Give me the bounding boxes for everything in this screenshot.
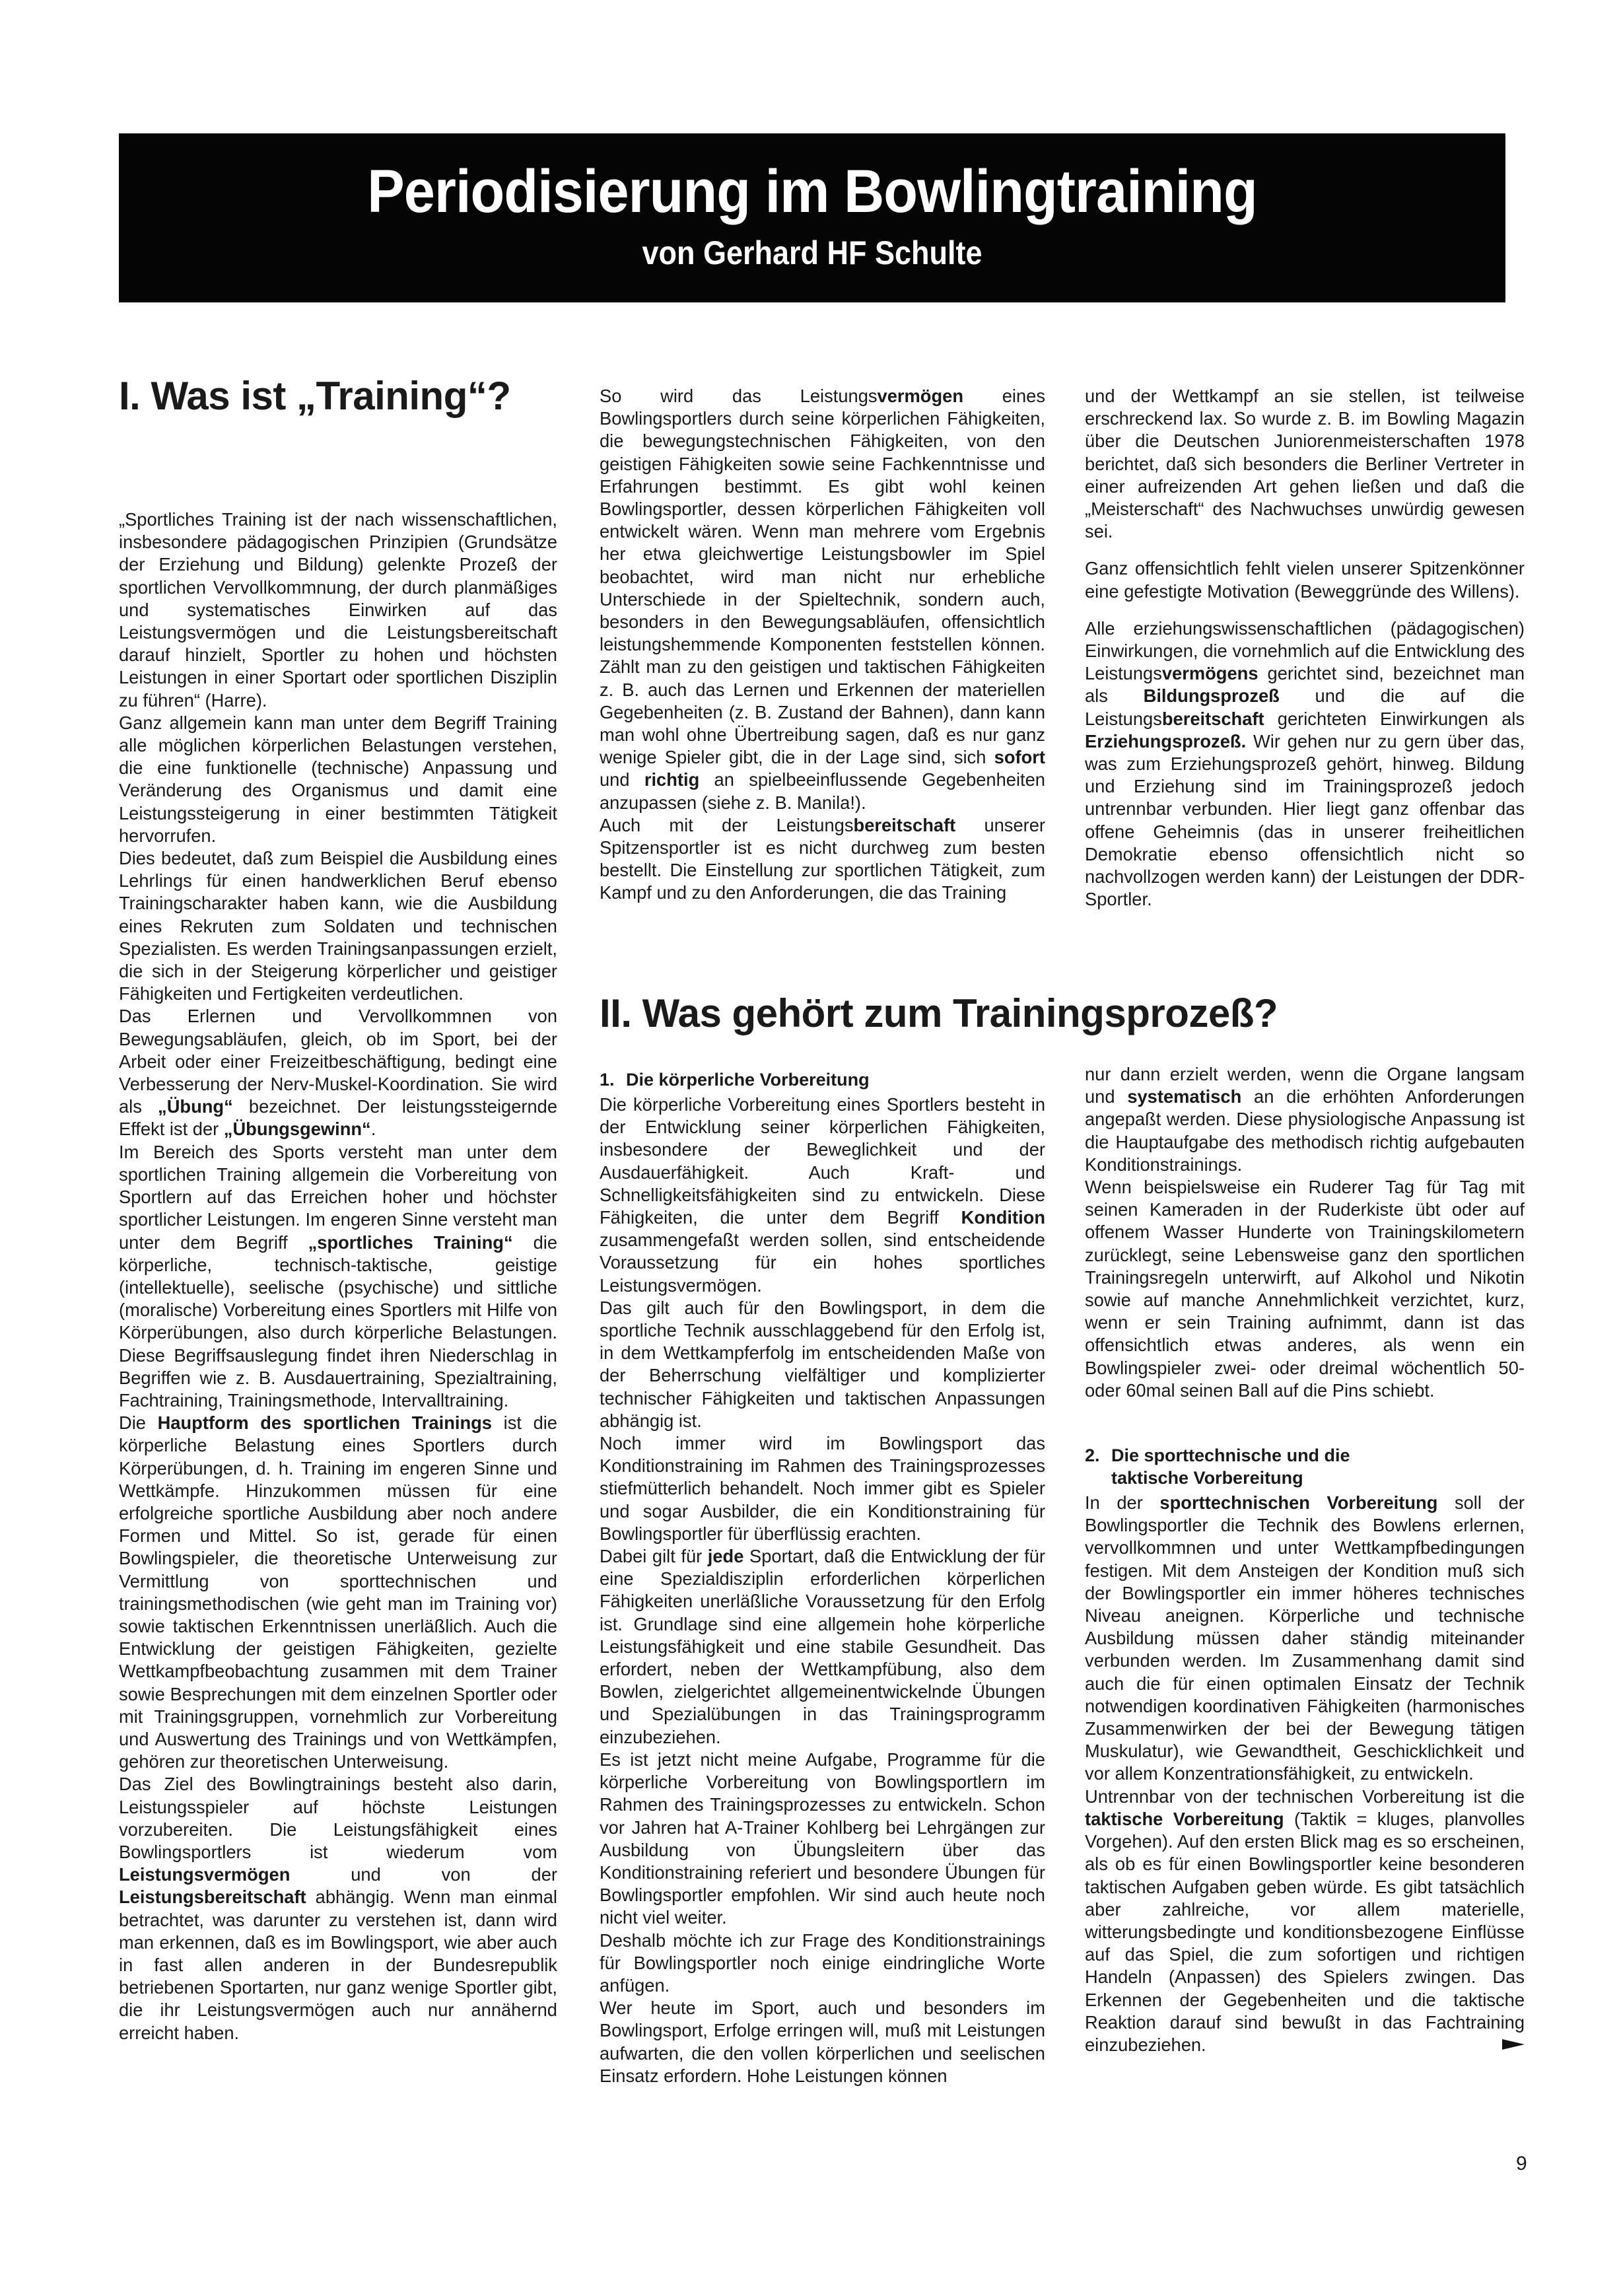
text: Dabei gilt für: [600, 1546, 708, 1567]
paragraph: Wenn beispielsweise ein Ruderer Tag für Tag mit seinen Kameraden in der Ruderkiste übt oder auf offenem Wasser Hunderte von Trainingskilometern zurücklegt, seine Lebensweise ganz den sportlichen Trainingsregeln unterwirft, auf Alkohol und Nikotin sowie auf manche Annehmlichkeit verzichtet, kurz, wenn er sein Training aufnimmt, dann ist das offensichtlich etwas anderes, als wenn ein Bowlingspieler zwei- oder dreimal wöchentlich 50- oder 60mal seinen Ball auf die Pins schiebt.: [1085, 1177, 1525, 1401]
bold-term: Erziehungsprozeß.: [1085, 730, 1247, 751]
text: zusammengefaßt werden sollen, sind entscheidende Voraussetzung für ein hohes sportliches Leistungsvermögen.: [600, 1230, 1045, 1296]
text: Alle erziehungswissenschaftlichen (pädagogischen) Einwirkungen, die vornehmlich auf die Entwicklung des Leistungs: [1085, 617, 1525, 684]
bold-term: vermögens: [1161, 663, 1259, 684]
text: Wir gehen nur zu gern über das, was zum Erziehungsprozeß gehört, hinweg. Bildung und Erziehung sind im Trainingsprozeß jedoch untrennbar verbunden. Hier liegt ganz offenbar das offene Geheimnis (das in unserer freiheitlichen Demokratie ebenso offensichtlich nicht so nachvollzogen werden kann) der Leistungen der DDR-Sportler.: [1085, 730, 1525, 910]
text: gerichtet sind, bezeichnet man als: [1085, 663, 1525, 707]
subsection-title: [1111, 1444, 1350, 1489]
section-2-column-2: [600, 1068, 1045, 2087]
subsection-title-line-2: taktische Vorbereitung: [1111, 1468, 1303, 1488]
paragraph: [119, 1005, 557, 1140]
subsection-1-heading: [600, 1068, 1045, 1091]
text: In der: [1085, 1492, 1160, 1513]
paragraph: Ganz allgemein kann man unter dem Begriff Training alle möglichen körperlichen Belastungen verstehen, die eine funktionelle (technische) Anpassung und Veränderung des Organismus und damit eine Leistungssteigerung in einer bestimmten Tätigkeit hervorrufen.: [119, 712, 557, 846]
section-1-column-1: [119, 508, 557, 2044]
paragraph: [600, 1094, 1045, 1297]
paragraph: Ganz offensichtlich fehlt vielen unserer Spitzenkönner eine gefestigte Motivation (Beweggründe des Willens).: [1085, 558, 1525, 602]
article-title: Periodisierung im Bowlingtraining: [367, 158, 1257, 225]
subsection-title: Die körperliche Vorbereitung: [626, 1070, 870, 1090]
bold-term: sporttechnischen Vorbereitung: [1159, 1492, 1438, 1513]
bold-term: bereitschaft: [853, 814, 956, 835]
paragraph: [1085, 1492, 1525, 1786]
text: .: [370, 1119, 376, 1140]
text: soll der Bowlingsportler die Technik des Bowlens erlernen, vervollkommnen und unter Wettkampfbedingungen festigen. Mit dem Ansteigen der Kondition muß sich der Bowlingsportler ein immer höheres technisches Niveau aneignen. Körperliche und technische Ausbildung müssen daher ständig miteinander verbunden werden. Im Zusammenhang damit sind auch die für einen optimalen Einsatz der Technik notwendigen koordinativen Fähigkeiten (harmonisches Zusammenwirken der bei der Bewegung tätigen Muskulatur), wie Gewandtheit, Geschicklichkeit und vor allem Konzentrationsfähigkeit, zu entwickeln.: [1085, 1492, 1525, 1784]
paragraph: [119, 1773, 557, 2044]
section-1-column-3: [1085, 385, 1525, 911]
bold-term: taktische Vorbereitung: [1085, 1808, 1284, 1829]
text: unserer Spitzensportler ist es nicht durchweg zum besten bestellt. Die Einstellung zur sportlichen Tätigkeit, zum Kampf und zu den Anforderungen, die das Training: [600, 814, 1046, 903]
paragraph: [600, 1545, 1045, 1749]
article-author: von Gerhard HF Schulte: [642, 234, 983, 271]
paragraph: Es ist jetzt nicht meine Aufgabe, Programme für die körperliche Vorbereitung von Bowlingsportlern im Rahmen des Trainingsprozesses zu entwickeln. Schon vor Jahren hat A-Trainer Kohlberg bei Lehrgängen zur Ausbildung von Übungsleitern über das Konditionstraining referiert und besondere Übungen für Bowlingsportler empfohlen. Wir sind auch heute noch nicht viel weiter.: [600, 1749, 1045, 1928]
text: ist die körperliche Belastung eines Sportlers durch Körperübungen, d. h. Training im engeren Sinne und Wettkämpfe. Hinzukommen müssen für eine erfolgreiche sportliche Ausbildung aber noch andere Formen und Mittel. So ist, gerade für einen Bowlingspieler, die theoretische Unterweisung zur Vermittlung von sporttechnischen und trainingsmethodischen (wie geht man im Training vor) sowie taktischen Erkenntnissen unerläßlich. Auch die Entwicklung der geistigen Fähigkeiten, gezielte Wettkampfbeobachtung zusammen mit dem Trainer sowie Besprechungen mit dem einzelnen Sportler oder mit Trainingsgruppen, vornehmlich zur Vorbereitung und Auswertung des Trainings und von Wettkämpfen, gehören zur theoretischen Unterweisung.: [119, 1412, 557, 1772]
bold-term: jede: [707, 1546, 744, 1567]
subsection-number: 1.: [600, 1070, 615, 1090]
paragraph: [119, 1141, 557, 1412]
paragraph: [1085, 1786, 1525, 2056]
paragraph: [600, 385, 1045, 814]
text: an die erhöhten Anforderungen angepaßt werden. Diese physiologische Anpassung ist die Hauptaufgabe des methodisch richtig aufgebauten Konditionstrainings.: [1085, 1086, 1525, 1175]
text: und: [600, 769, 644, 790]
text: So wird das Leistungs: [600, 386, 878, 406]
text: an spielbeeinflussende Gegebenheiten anzupassen (siehe z. B. Manila!).: [600, 769, 1045, 813]
text: Im Bereich des Sports versteht man unter dem sportlichen Training allgemein die Vorbereitung von Sportlern auf das Erreichen hoher und höchster sportlicher Leistungen. Im engeren Sinne versteht man unter dem Begriff: [119, 1141, 557, 1253]
subsection-2-heading: [1085, 1444, 1525, 1489]
bold-term: vermögen: [877, 386, 963, 406]
bold-term: Leistungsbereitschaft: [119, 1887, 306, 1908]
bold-term: Hauptform des sportlichen Trainings: [157, 1412, 492, 1434]
text: nur dann erzielt werden, wenn die Organe langsam und: [1085, 1064, 1525, 1107]
paragraph: Deshalb möchte ich zur Frage des Konditionstrainings für Bowlingsportler noch einige eindringliche Worte anfügen.: [600, 1930, 1045, 1996]
paragraph: Das gilt auch für den Bowlingsport, in dem die sportliche Technik ausschlaggebend für den Erfolg ist, in dem Wettkampferfolg im entscheidenden Maße von der Beherrschung vielfältiger und komplizierter technischer Fähigkeiten und taktischen Anpassungen abhängig ist.: [600, 1297, 1045, 1431]
section-1-column-2: [600, 385, 1045, 905]
paragraph: „Sportliches Training ist der nach wissenschaftlichen, insbesondere pädagogischen Prinzipien (Grundsätze der Erziehung und Bildung) gelenkte Prozeß der sportlichen Vervollkommnung, der durch planmäßiges und systematisches Einwirken auf das Leistungsvermögen und die Leistungsbereitschaft darauf hinzielt, Sportler zu hohen und höchsten Leistungen in einer Sportart oder sportlichen Disziplin zu führen“ (Harre).: [119, 509, 557, 711]
text: gerichteten Einwirkungen als: [1264, 708, 1525, 729]
bold-term: „sportliches Training“: [308, 1232, 513, 1253]
bold-term: Bildungsprozeß: [1143, 685, 1280, 707]
text: Sportart, daß die Entwicklung der für eine Spezialdisziplin erforderlichen körperlichen Fähigkeiten unerläßliche Voraussetzung für den Erfolg ist. Grundlage sind eine allgemein hohe körperliche Leistungsfähigkeit und eine stabile Gesundheit. Das erfordert, neben der Wettkampfübung, also dem Bowlen, zielgerichtet allgemeinentwickelnde Übungen und Spezialübungen in das Trainingsprogramm einzubeziehen.: [600, 1546, 1045, 1747]
text: Untrennbar von der technischen Vorbereitung ist die: [1085, 1786, 1525, 1807]
text: eines Bowlingsportlers durch seine körperlichen Fähigkeiten, die bewegungstechnischen Fähigkeiten, von den geistigen Fähigkeiten sowie seine Fachkenntnisse und Erfahrungen bestimmt. Es gibt wohl keinen Bowlingsportler, dessen körperlichen Fähigkeiten voll entwickelt wären. Wenn man mehrere vom Ergebnis her etwa gleichwertige Leistungsbowler im Spiel beobachtet, wird man nicht nur erhebliche Unterschiede in der Spieltechnik, sondern auch, besonders in den Bewegungsabläufen, offensichtlich leistungshemmende Komponenten feststellen können. Zählt man zu den geistigen und taktischen Fähigkeiten z. B. auch das Lernen und Erkennen der materiellen Gegebenheiten (z. B. Zustand der Bahnen), dann kann man wohl ohne Übertreibung sagen, daß es nur ganz wenige Spieler gibt, die in der Lage sind, sich: [600, 386, 1045, 768]
bold-term: bereitschaft: [1161, 708, 1264, 729]
text: Die körperliche Vorbereitung eines Sportlers besteht in der Entwicklung seiner körperlichen Fähigkeiten, insbesondere der Beweglichkeit und der Ausdauerfähigkeit. Auch Kraft- und Schnelligkeitsfähigkeiten sind zu entwickeln. Diese Fähigkeiten, die unter dem Begriff: [600, 1094, 1045, 1228]
bold-term: richtig: [644, 769, 700, 790]
text: Das Erlernen und Vervollkommnen von Bewegungsabläufen, gleich, ob im Sport, bei der Arbeit oder einer Freizeitbeschäftigung, bedingt eine Verbesserung der Nerv-Muskel-Koordination. Sie wird als: [119, 1006, 557, 1117]
text: abhängig. Wenn man einmal betrachtet, was darunter zu verstehen ist, dann wird man erkennen, daß es im Bowlingsport, wie aber auch in fast allen anderen in der Bundesrepublik betriebenen Sportarten, nur ganz wenige Sportler gibt, die ihr Leistungsvermögen auch nur annähernd erreicht haben.: [119, 1887, 557, 2043]
section-1-heading: I. Was ist „Training“?: [119, 374, 511, 418]
bold-term: systematisch: [1127, 1086, 1242, 1107]
paragraph: [1085, 1063, 1525, 1176]
section-2-heading: II. Was gehört zum Trainingsprozeß?: [600, 991, 1278, 1035]
paragraph: Noch immer wird im Bowlingsport das Konditionstraining im Rahmen des Trainingsprozesses stiefmütterlich behandelt. Noch immer gibt es Spieler und sogar Ausbilder, die ein Konditionstraining für Bowlingsportler für überflüssig erachten.: [600, 1433, 1045, 1544]
paragraph: Wer heute im Sport, auch und besonders im Bowlingsport, Erfolge erringen will, muß mit Leistungen aufwarten, die den vollen körperlichen und seelischen Einsatz erfordern. Hohe Leistungen können: [600, 1998, 1045, 2086]
subsection-title-line-1: Die sporttechnische und die: [1111, 1445, 1350, 1466]
text: (Taktik = kluges, planvolles Vorgehen). Auf den ersten Blick mag es so erscheinen, als ob es für einen Bowlingsportler keine besonderen taktischen Aufgaben geben würde. Es gibt tatsächlich aber zahlreiche, vor allem materielle, witterungsbedingte und konditionsbezogene Einflüsse auf das Spiel, die zum sofortigen und richtigen Handeln (Anpassen) des Spielers zwingen. Das Erkennen der Gegebenheiten und die taktische Reaktion darauf sind bewußt in das Fachtraining einzubeziehen.: [1085, 1808, 1525, 2055]
bold-term: sofort: [994, 747, 1045, 768]
text: die körperliche, technisch-taktische, geistige (intellektuelle), seelische (psychische) und sittliche (moralische) Vorbereitung eines Sportlers mit Hilfe von Körperübungen, also durch körperliche Belastungen. Diese Begriffsauslegung findet ihren Niederschlag in Begriffen wie z. B. Ausdauertraining, Spezialtraining, Fachtraining, Trainingsmethode, Intervalltraining.: [119, 1232, 558, 1410]
paragraph: [1085, 617, 1525, 911]
text: Die: [119, 1412, 158, 1434]
paragraph: [600, 814, 1045, 905]
section-2-column-3: [1085, 1063, 1525, 2056]
subsection-number: 2.: [1085, 1445, 1100, 1466]
text: und die auf die Leistungs: [1085, 685, 1525, 729]
bold-term: Kondition: [961, 1207, 1045, 1228]
bold-term: Leistungsvermögen: [119, 1864, 291, 1885]
page-number: 9: [1516, 2153, 1527, 2174]
paragraph: [119, 1412, 557, 1773]
text: bezeichnet. Der leistungssteigernde Effekt ist der: [119, 1096, 558, 1140]
text: Das Ziel des Bowlingtrainings besteht also darin, Leistungsspieler auf höchste Leistungen vorzubereiten. Die Leistungsfähigkeit eines Bowlingsportlers ist wiederum vom: [119, 1774, 557, 1862]
bold-term: „Übungsgewinn“: [223, 1119, 371, 1140]
paragraph: und der Wettkampf an sie stellen, ist teilweise erschreckend lax. So wurde z. B. im Bowling Magazin über die Deutschen Juniorenmeisterschaften 1978 berichtet, daß sich besonders die Berliner Vertreter in einer aufreizenden Art gehen ließen und daß die „Meisterschaft“ des Nachwuchses unwürdig gewesen sei.: [1085, 386, 1525, 542]
bold-term: „Übung“: [158, 1096, 233, 1117]
arrow-right-icon: [1502, 2039, 1525, 2050]
text: Auch mit der Leistungs: [600, 814, 854, 835]
title-banner: [119, 133, 1505, 302]
text: und von der: [290, 1864, 557, 1885]
paragraph: Dies bedeutet, daß zum Beispiel die Ausbildung eines Lehrlings für einen handwerklichen Beruf ebenso Trainingscharakter haben kann, wie die Ausbildung eines Rekruten zum Soldaten und technischen Spezialisten. Es werden Trainingsanpassungen erzielt, die sich in der Steigerung körperlicher und geistiger Fähigkeiten und Fertigkeiten verdeutlichen.: [119, 848, 557, 1004]
